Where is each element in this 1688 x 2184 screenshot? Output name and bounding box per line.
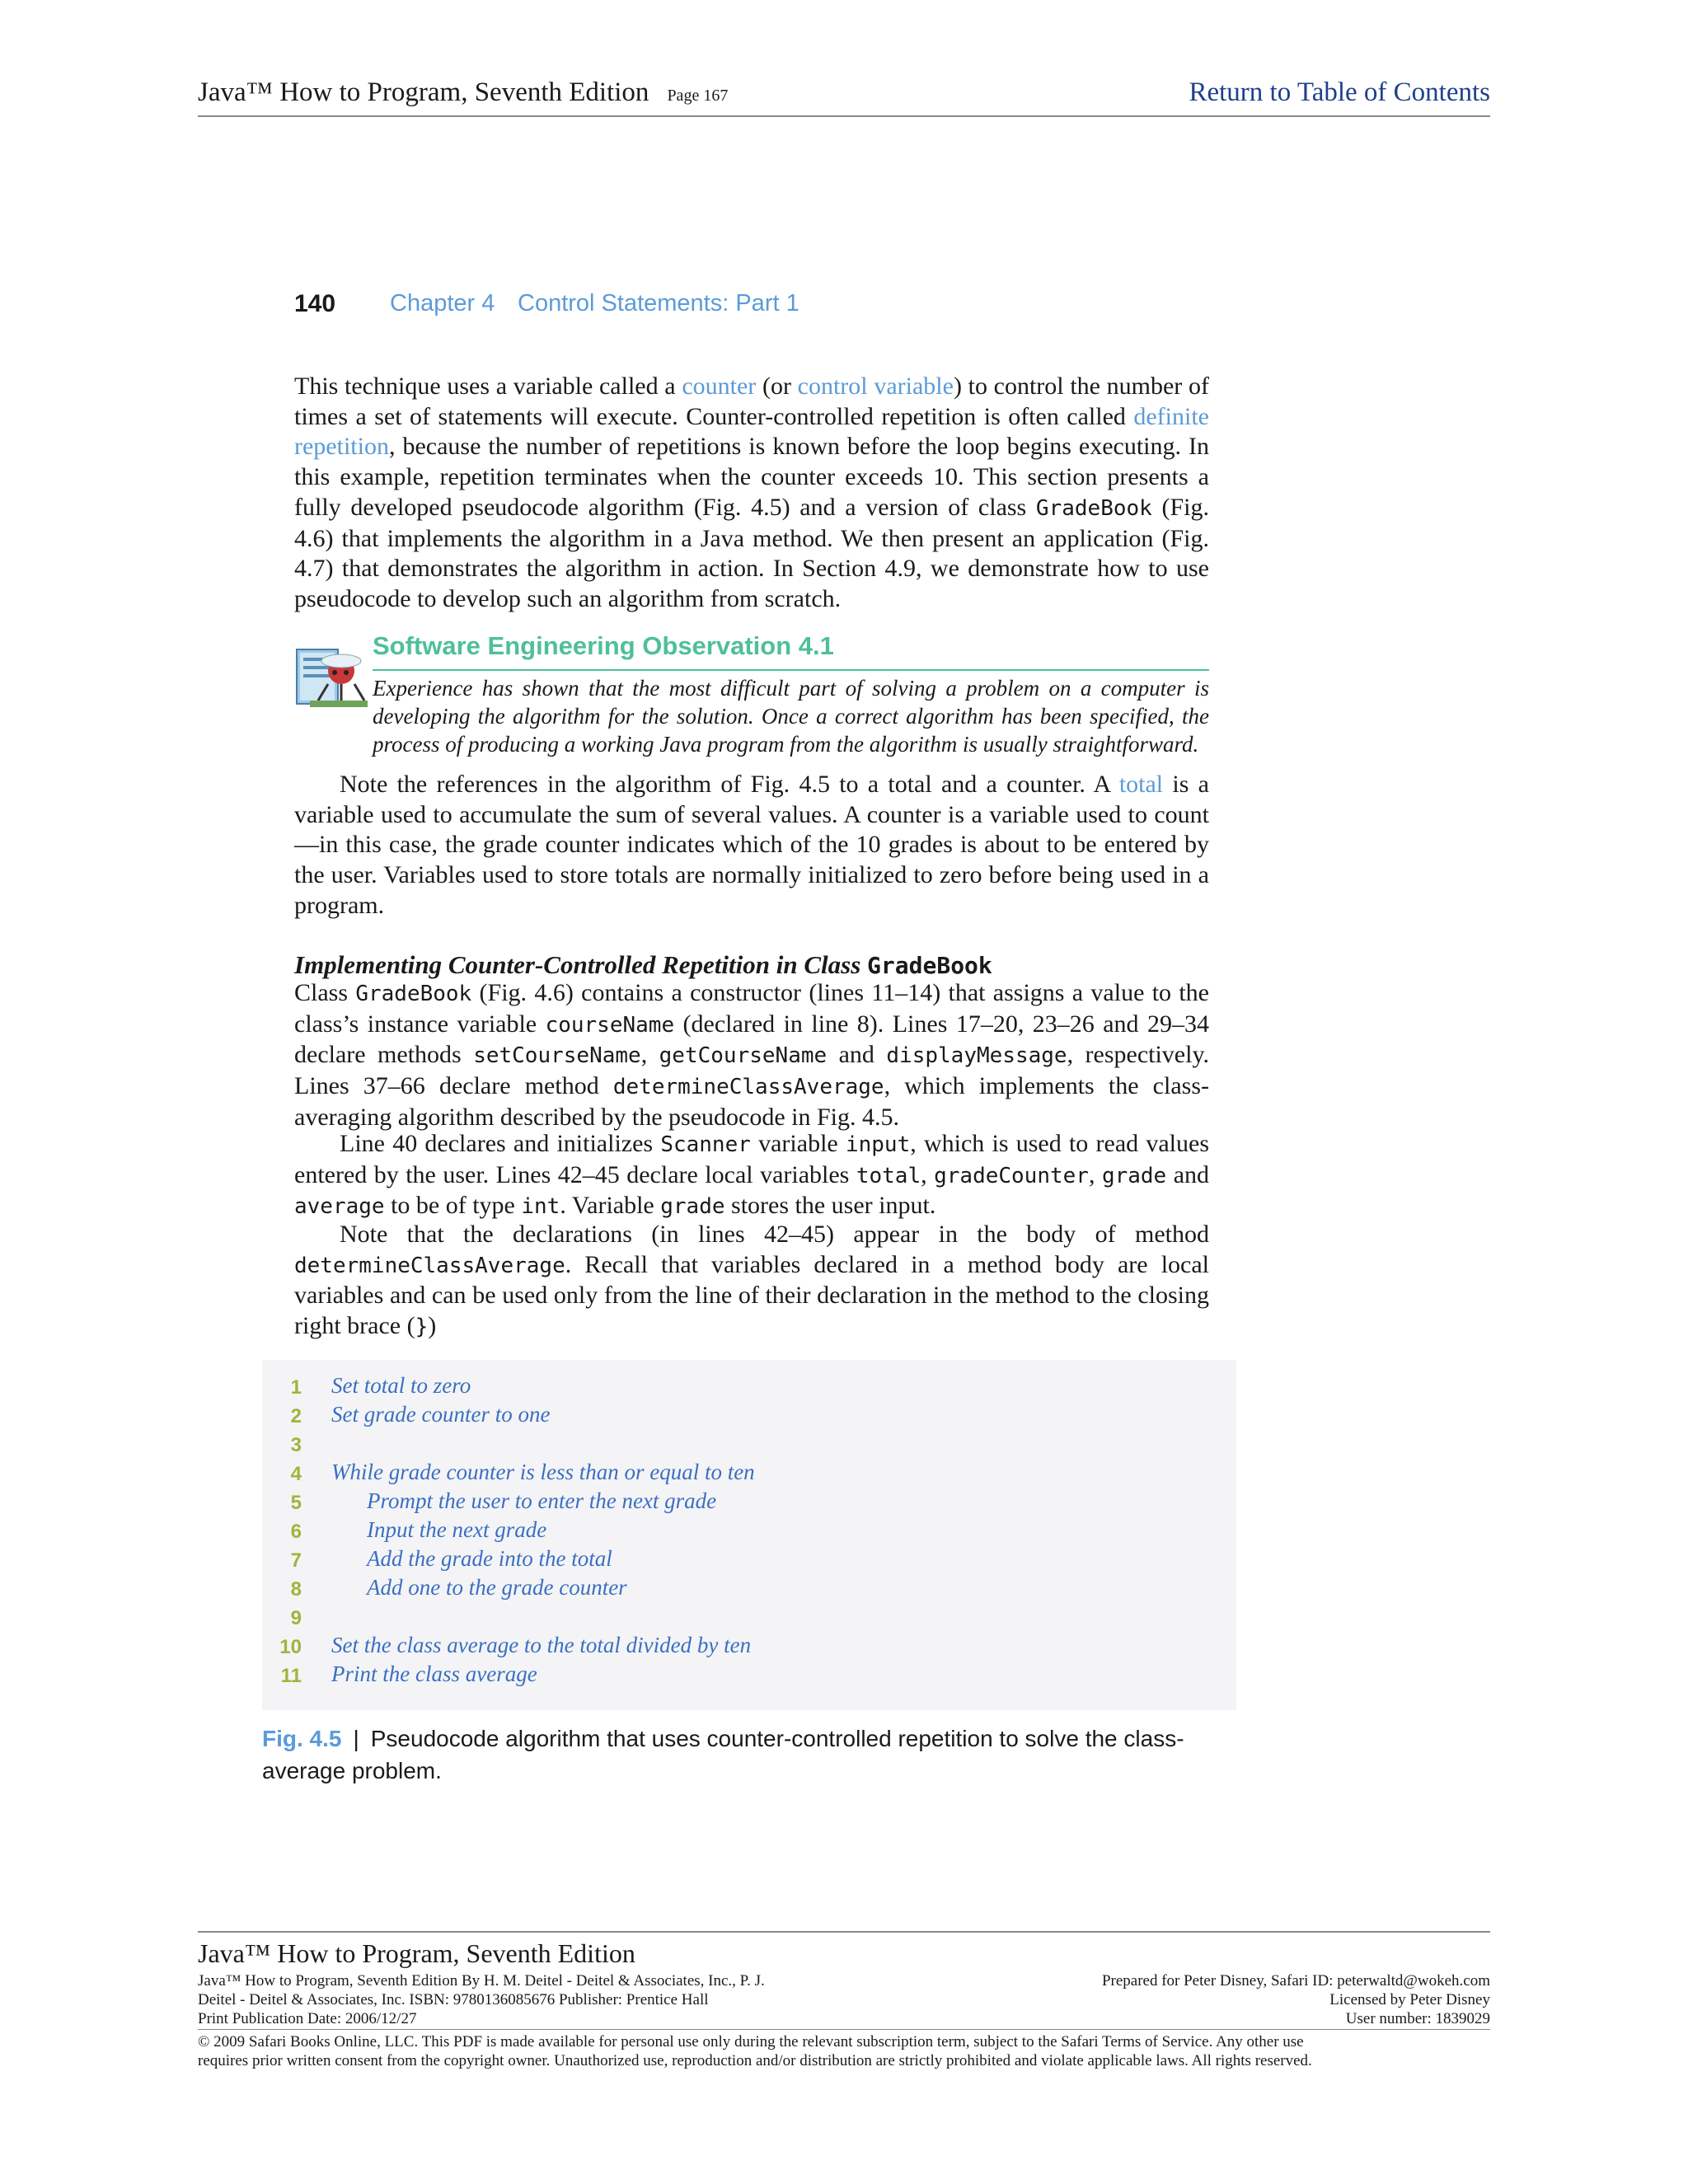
line-number: 2 bbox=[290, 1405, 302, 1427]
line-number: 4 bbox=[290, 1463, 302, 1485]
line-number: 10 bbox=[279, 1636, 302, 1658]
line-number: 5 bbox=[290, 1492, 302, 1514]
term-control-variable: control variable bbox=[797, 373, 954, 400]
seo-rule bbox=[373, 669, 1209, 671]
caption-text: Pseudocode algorithm that uses counter-controlled repetition to solve the class-average problem. bbox=[262, 1726, 1184, 1783]
pseudocode-line: Add one to the grade counter bbox=[367, 1575, 627, 1600]
footer-copyright-1: © 2009 Safari Books Online, LLC. This PDF is made available for personal use only during the relevant subscription term, subject to the Safari Terms of Service. Any other use bbox=[198, 2033, 1304, 2050]
footer-pub-date: Print Publication Date: 2006/12/27 bbox=[198, 2010, 417, 2027]
line-number: 3 bbox=[290, 1434, 302, 1456]
line-number: 8 bbox=[290, 1578, 302, 1601]
header-book-title bbox=[198, 77, 728, 108]
seo-text: Experience has shown that the most difficult part of solving a problem on a computer is developing the algorithm for the solution. Once a correct algorithm has been specified, the process of producing a working Java program from the algorithm is usually straightforward. bbox=[373, 676, 1209, 757]
chapter-label: Chapter 4 bbox=[390, 290, 495, 316]
figure-number: Fig. 4.5 bbox=[262, 1726, 342, 1751]
header-page-label: Page 167 bbox=[667, 87, 729, 105]
return-to-toc-link[interactable]: Return to Table of Contents bbox=[1189, 77, 1490, 107]
chapter-title: Control Statements: Part 1 bbox=[518, 290, 799, 316]
total-paragraph: Note the references in the algorithm of Fig. 4.5 to a total and a counter. A total is a variable used to accumulate the sum of several values. A counter is a variable used to count—in this case, the grade counter indicates which of the 10 grades is about to be entered by the user. Variables used to store totals are normally initialized to zero before being used in a program. bbox=[294, 771, 1209, 919]
footer-title: Java™ How to Program, Seventh Edition bbox=[198, 1938, 635, 1968]
pseudocode-line: Set the class average to the total divided by ten bbox=[331, 1633, 752, 1657]
pseudocode-line: Prompt the user to enter the next grade bbox=[367, 1488, 717, 1513]
term-counter: counter bbox=[682, 373, 757, 400]
line-number: 1 bbox=[290, 1376, 302, 1399]
footer-prepared-for: Prepared for Peter Disney, Safari ID: peterwaltd@wokeh.com bbox=[1101, 1972, 1490, 1990]
code-gradebook: GradeBook bbox=[1035, 495, 1152, 521]
term-definite-repetition: definite repetition bbox=[294, 402, 1209, 461]
line-number: 11 bbox=[280, 1665, 302, 1687]
intro-paragraph: This technique uses a variable called a counter (or control variable) to control the number of times a set of statements will execute. Counter-controlled repetition is often called definite repetition, because the number of repetitions is known before the loop begins executing. In this example, repetition terminates when the counter exceeds 10. This section presents a fully developed pseudocode algorithm (Fig. 4.5) and a version of class GradeBook (Fig. 4.6) that implements the algorithm in a Java method. We then present an application (Fig. 4.7) that demonstrates the algorithm in action. In Section 4.9, we demonstrate how to use pseudocode to develop such an algorithm from scratch. bbox=[294, 373, 1209, 612]
pseudocode-line: Add the grade into the total bbox=[367, 1546, 612, 1571]
footer-copyright-2: requires prior written consent from the copyright owner. Unauthorized use, reproduction and/or distribution are strictly prohibited and violate applicable laws. All rights reserved. bbox=[198, 2052, 1312, 2069]
gradebook-paragraph: Class GradeBook (Fig. 4.6) contains a constructor (lines 11–14) that assigns a value to the class’s instance variable courseName (declared in line 8). Lines 17–20, 23–26 and 29–34 declare methods setCourseName, getCourseName and displayMessage, respectively. Lines 37–66 declare method determineClassAverage, which implements the class-averaging algorithm described by the pseudocode in Fig. 4.5. bbox=[294, 979, 1210, 1131]
pseudocode-line: While grade counter is less than or equal to ten bbox=[331, 1460, 755, 1484]
footer-user-number: User number: 1839029 bbox=[1345, 2010, 1490, 2027]
pseudocode-line: Set grade counter to one bbox=[331, 1402, 551, 1427]
footer-divider bbox=[198, 2029, 1490, 2030]
seo-title: Software Engineering Observation 4.1 bbox=[373, 631, 834, 660]
pseudocode-line: Input the next grade bbox=[367, 1517, 547, 1542]
section-heading: Implementing Counter-Controlled Repetition in Class GradeBook bbox=[294, 950, 992, 979]
line-number: 6 bbox=[290, 1521, 302, 1543]
footer-isbn: Deitel - Deitel & Associates, Inc. ISBN: 9780136085676 Publisher: Prentice Hall bbox=[198, 1991, 709, 2008]
footer-book-info: Java™ How to Program, Seventh Edition By H. M. Deitel - Deitel & Associates, Inc., P. J. bbox=[198, 1972, 765, 1990]
line-number: 7 bbox=[290, 1549, 302, 1572]
scanner-paragraph: Line 40 declares and initializes Scanner variable input, which is used to read values entered by the user. Lines 42–45 declare local variables total, gradeCounter, grade and average to be of type int. Variable grade stores the user input. bbox=[294, 1130, 1210, 1220]
pseudocode-line: Print the class average bbox=[331, 1661, 537, 1686]
caption-separator: | bbox=[353, 1726, 359, 1751]
software-engineering-observation-icon bbox=[295, 643, 371, 710]
header-rule bbox=[198, 115, 1490, 117]
footer-licensed: Licensed by Peter Disney bbox=[1329, 1991, 1490, 2008]
term-total: total bbox=[1118, 771, 1164, 798]
page-number: 140 bbox=[294, 290, 336, 317]
line-number: 9 bbox=[290, 1607, 302, 1629]
footer-rule bbox=[198, 1931, 1490, 1933]
declarations-paragraph: Note that the declarations (in lines 42–45) appear in the body of method determineClassAverage. Recall that variables declared in a method body are local variables and can be used only from the line of their declaration in the method to the closing right brace (}) bbox=[294, 1221, 1209, 1340]
figure-caption bbox=[262, 1722, 1218, 1787]
pseudocode-line: Set total to zero bbox=[331, 1373, 471, 1398]
header-title-text: Java™ How to Program, Seventh Edition bbox=[198, 77, 649, 107]
